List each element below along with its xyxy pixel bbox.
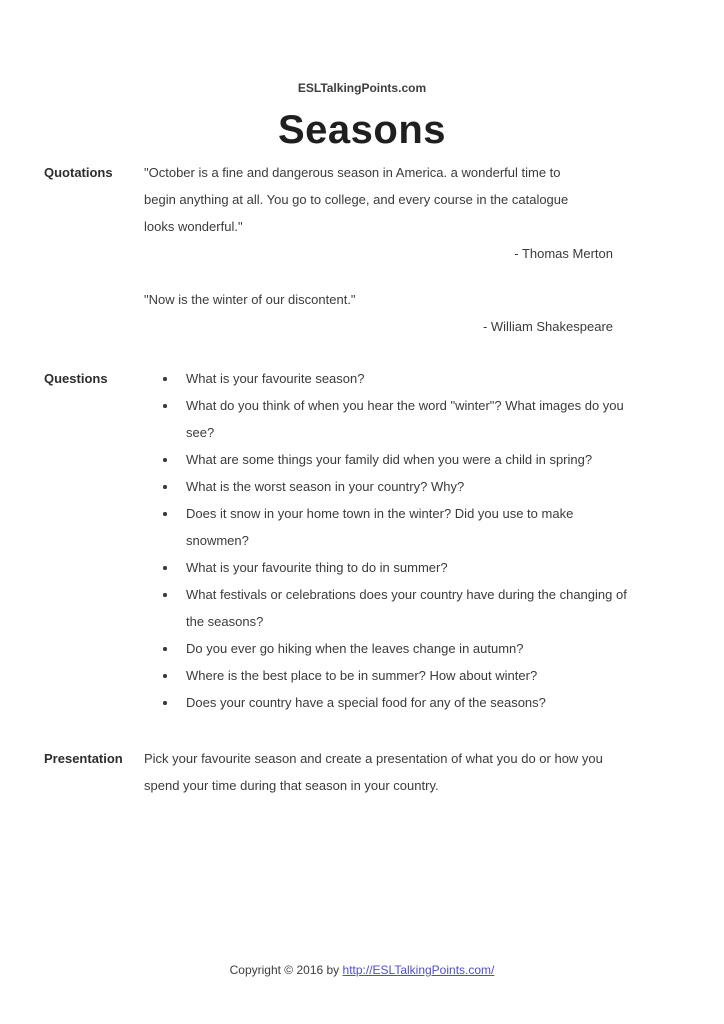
question-text: Do you ever go hiking when the leaves change in autumn?: [186, 641, 524, 656]
quote-line: begin anything at all. You go to college, and every course in the catalogue: [144, 192, 569, 207]
bullet-icon: [144, 392, 186, 446]
question-text: What is the worst season in your country? Why?: [186, 479, 465, 494]
question-item: [144, 365, 668, 392]
question-item: [144, 446, 668, 473]
question-text: Where is the best place to be in summer? How about winter?: [186, 668, 538, 683]
quote-block: [144, 159, 668, 267]
quote-block: [144, 286, 668, 340]
bullet-icon: [144, 581, 186, 635]
question-text: What festivals or celebrations does your country have during the changing of: [186, 587, 627, 602]
quote-attribution: - Thomas Merton: [514, 246, 613, 261]
presentation-label: Presentation: [44, 751, 123, 766]
bullet-icon: [144, 554, 186, 581]
question-text: Does your country have a special food for any of the seasons?: [186, 695, 546, 710]
question-text: Does it snow in your home town in the winter? Did you use to make: [186, 506, 574, 521]
bullet-icon: [144, 500, 186, 554]
presentation-text: Pick your favourite season and create a presentation of what you do or how you: [144, 751, 603, 766]
bullet-icon: [144, 473, 186, 500]
site-name: ESLTalkingPoints.com: [297, 81, 427, 95]
copyright-text: Copyright © 2016 by: [229, 963, 343, 977]
quote-line: looks wonderful.": [144, 219, 243, 234]
bullet-icon: [144, 446, 186, 473]
question-text: see?: [186, 425, 215, 440]
question-item: [144, 473, 668, 500]
presentation-text: spend your time during that season in your country.: [144, 778, 439, 793]
quote-line: "Now is the winter of our discontent.": [144, 292, 356, 307]
question-item: [144, 392, 668, 446]
questions-section: [0, 365, 724, 716]
bullet-icon: [144, 689, 186, 716]
page-title: Seasons: [277, 108, 447, 152]
question-item: [144, 581, 668, 635]
quote-attribution: - William Shakespeare: [482, 319, 613, 334]
quote-line: "October is a fine and dangerous season in America. a wonderful time to: [144, 165, 561, 180]
question-item: [144, 500, 668, 554]
quotations-section: [0, 159, 724, 340]
question-text: the seasons?: [186, 614, 264, 629]
question-text: What is your favourite season?: [186, 371, 365, 386]
question-text: What is your favourite thing to do in summer?: [186, 560, 448, 575]
questions-label: Questions: [44, 371, 108, 386]
question-text: snowmen?: [186, 533, 249, 548]
presentation-section: [0, 745, 724, 799]
quotations-label: Quotations: [44, 165, 113, 180]
question-item: [144, 635, 668, 662]
question-item: [144, 662, 668, 689]
bullet-icon: [144, 662, 186, 689]
question-text: What do you think of when you hear the word "winter"? What images do you: [186, 398, 624, 413]
footer-link[interactable]: http://ESLTalkingPoints.com/: [342, 963, 495, 977]
question-text: What are some things your family did when you were a child in spring?: [186, 452, 593, 467]
footer: [0, 960, 724, 980]
bullet-icon: [144, 365, 186, 392]
bullet-icon: [144, 635, 186, 662]
question-item: [144, 689, 668, 716]
question-item: [144, 554, 668, 581]
